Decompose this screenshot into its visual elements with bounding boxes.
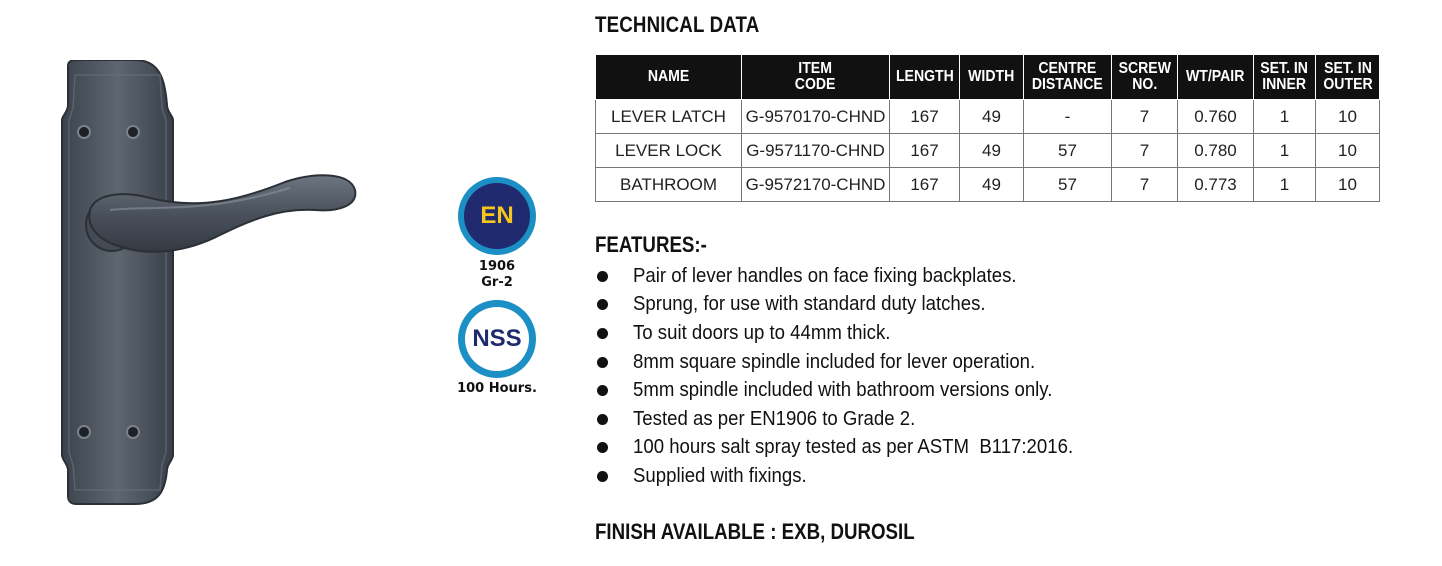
cell-width: 49 bbox=[960, 100, 1024, 134]
backplate bbox=[62, 60, 173, 504]
table-row bbox=[596, 134, 1380, 168]
list-item: To suit doors up to 44mm thick. bbox=[595, 319, 1106, 348]
list-item: Sprung, for use with standard duty latches. bbox=[595, 291, 1106, 320]
header-width: WIDTH bbox=[960, 55, 1024, 100]
finish-available: FINISH AVAILABLE : EXB, DUROSIL bbox=[595, 519, 915, 544]
bullet-icon bbox=[597, 471, 608, 482]
cell-set-outer: 10 bbox=[1316, 134, 1380, 168]
en-badge-standard: 1906 bbox=[478, 259, 516, 274]
table-header-row bbox=[596, 55, 1380, 100]
screw-hole bbox=[127, 426, 139, 438]
cell-length: 167 bbox=[890, 100, 960, 134]
table-row bbox=[596, 100, 1380, 134]
cell-length: 167 bbox=[890, 168, 960, 202]
cell-wt-pair: 0.760 bbox=[1178, 100, 1254, 134]
cell-screw-no: 7 bbox=[1112, 134, 1178, 168]
list-item: 100 hours salt spray tested as per ASTM B117:2016. bbox=[595, 434, 1106, 463]
header-length: LENGTH bbox=[890, 55, 960, 100]
table-row bbox=[596, 168, 1380, 202]
bullet-icon bbox=[597, 357, 608, 368]
header-centre-distance: CENTRE DISTANCE bbox=[1024, 55, 1112, 100]
nss-badge-caption: 100 Hours. bbox=[457, 381, 537, 396]
technical-data-title: TECHNICAL DATA bbox=[595, 12, 760, 37]
header-item-code: ITEM CODE bbox=[742, 55, 890, 100]
cell-set-outer: 10 bbox=[1316, 168, 1380, 202]
en-badge-grade: Gr-2 bbox=[481, 275, 513, 290]
cell-length: 167 bbox=[890, 134, 960, 168]
header-screw-no: SCREW NO. bbox=[1112, 55, 1178, 100]
en-certification-badge bbox=[458, 177, 536, 255]
cell-name: BATHROOM bbox=[596, 168, 742, 202]
cell-width: 49 bbox=[960, 134, 1024, 168]
header-set-in-outer: SET. IN OUTER bbox=[1316, 55, 1380, 100]
screw-hole bbox=[78, 426, 90, 438]
cell-set-inner: 1 bbox=[1254, 100, 1316, 134]
bullet-icon bbox=[597, 414, 608, 425]
cell-screw-no: 7 bbox=[1112, 100, 1178, 134]
bullet-icon bbox=[597, 299, 608, 310]
screw-hole bbox=[127, 126, 139, 138]
en-badge-caption bbox=[456, 259, 538, 291]
header-set-in-inner: SET. IN INNER bbox=[1254, 55, 1316, 100]
cell-item-code: G-9572170-CHND bbox=[742, 168, 890, 202]
nss-badge-label: NSS bbox=[472, 325, 522, 352]
en-badge-label: EN bbox=[480, 202, 514, 229]
bullet-icon bbox=[597, 442, 608, 453]
cell-item-code: G-9570170-CHND bbox=[742, 100, 890, 134]
bullet-icon bbox=[597, 385, 608, 396]
cell-item-code: G-9571170-CHND bbox=[742, 134, 890, 168]
cell-screw-no: 7 bbox=[1112, 168, 1178, 202]
technical-data-table bbox=[595, 54, 1380, 202]
header-name: NAME bbox=[596, 55, 742, 100]
list-item: Tested as per EN1906 to Grade 2. bbox=[595, 405, 1106, 434]
list-item: Pair of lever handles on face fixing backplates. bbox=[595, 262, 1106, 291]
nss-certification-badge bbox=[458, 300, 536, 378]
list-item: 8mm square spindle included for lever operation. bbox=[595, 348, 1106, 377]
cell-name: LEVER LATCH bbox=[596, 100, 742, 134]
cell-centre-distance: - bbox=[1024, 100, 1112, 134]
cell-wt-pair: 0.773 bbox=[1178, 168, 1254, 202]
bullet-icon bbox=[597, 328, 608, 339]
cell-wt-pair: 0.780 bbox=[1178, 134, 1254, 168]
features-title: FEATURES:- bbox=[595, 232, 707, 257]
cell-centre-distance: 57 bbox=[1024, 168, 1112, 202]
features-list bbox=[595, 262, 1106, 491]
cell-name: LEVER LOCK bbox=[596, 134, 742, 168]
cell-set-inner: 1 bbox=[1254, 134, 1316, 168]
cell-centre-distance: 57 bbox=[1024, 134, 1112, 168]
cell-set-inner: 1 bbox=[1254, 168, 1316, 202]
cell-width: 49 bbox=[960, 168, 1024, 202]
screw-hole bbox=[78, 126, 90, 138]
header-wt-pair: WT/PAIR bbox=[1178, 55, 1254, 100]
cell-set-outer: 10 bbox=[1316, 100, 1380, 134]
list-item: Supplied with fixings. bbox=[595, 462, 1106, 491]
list-item: 5mm spindle included with bathroom versions only. bbox=[595, 376, 1106, 405]
lever-handle-product-image bbox=[40, 60, 370, 510]
bullet-icon bbox=[597, 271, 608, 282]
